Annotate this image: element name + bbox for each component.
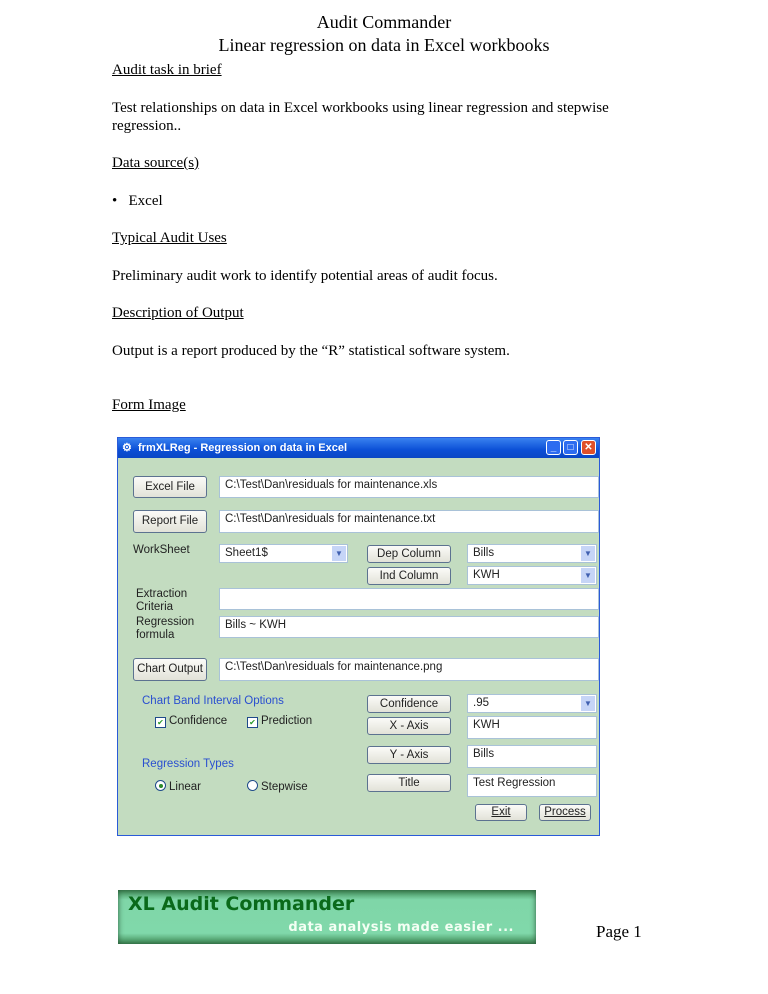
- report-file-field[interactable]: C:\Test\Dan\residuals for maintenance.txt: [219, 510, 599, 533]
- task-text-2: regression..: [112, 118, 182, 134]
- dep-column-button[interactable]: Dep Column: [367, 545, 451, 563]
- linear-radio[interactable]: Linear: [155, 780, 201, 794]
- regression-types-label: Regression Types: [142, 758, 234, 770]
- chevron-down-icon: ▼: [332, 546, 346, 561]
- maximize-button[interactable]: □: [563, 440, 578, 455]
- worksheet-label: WorkSheet: [133, 544, 190, 556]
- minimize-button[interactable]: _: [546, 440, 561, 455]
- doc-subtitle: Linear regression on data in Excel workbooks: [218, 35, 550, 55]
- xl-audit-commander-logo: [118, 890, 536, 944]
- window-titlebar: ⚙ frmXLReg - Regression on data in Excel _ □ ✕: [118, 438, 599, 458]
- heading-output: Description of Output: [112, 305, 244, 321]
- title-field[interactable]: Test Regression: [467, 774, 597, 797]
- confidence-select[interactable]: .95 ▼: [467, 694, 597, 713]
- source-item: • Excel: [112, 193, 163, 209]
- chevron-down-icon: ▼: [581, 696, 595, 711]
- heading-task: Audit task in brief: [112, 62, 222, 78]
- output-text: Output is a report produced by the “R” statistical software system.: [112, 343, 510, 359]
- y-axis-button[interactable]: Y - Axis: [367, 746, 451, 764]
- extraction-criteria-label: Extraction Criteria: [136, 588, 188, 613]
- x-axis-field[interactable]: KWH: [467, 716, 597, 739]
- logo-tagline: data analysis made easier ...: [288, 920, 514, 935]
- radio-icon: [247, 780, 258, 791]
- title-button[interactable]: Title: [367, 774, 451, 792]
- ind-column-select[interactable]: KWH ▼: [467, 566, 597, 585]
- checkbox-checked-icon: ✔: [155, 717, 166, 728]
- radio-selected-icon: [155, 780, 166, 791]
- excel-file-button[interactable]: Excel File: [133, 476, 207, 498]
- regression-formula-field[interactable]: Bills ~ KWH: [219, 616, 599, 638]
- dep-column-select[interactable]: Bills ▼: [467, 544, 597, 563]
- chevron-down-icon: ▼: [581, 546, 595, 561]
- extraction-criteria-field[interactable]: [219, 588, 599, 610]
- ind-column-button[interactable]: Ind Column: [367, 567, 451, 585]
- prediction-checkbox[interactable]: ✔ Prediction: [247, 715, 312, 728]
- process-button[interactable]: Process: [539, 804, 591, 821]
- doc-title: Audit Commander: [316, 12, 452, 32]
- task-text: Test relationships on data in Excel workbooks using linear regression and stepwise: [112, 100, 609, 116]
- chart-output-field[interactable]: C:\Test\Dan\residuals for maintenance.png: [219, 658, 599, 681]
- excel-file-field[interactable]: C:\Test\Dan\residuals for maintenance.xls: [219, 476, 599, 498]
- worksheet-select[interactable]: Sheet1$ ▼: [219, 544, 348, 563]
- x-axis-button[interactable]: X - Axis: [367, 717, 451, 735]
- chevron-down-icon: ▼: [581, 568, 595, 583]
- form-window: [117, 437, 600, 836]
- chart-output-button[interactable]: Chart Output: [133, 658, 207, 681]
- chart-band-label: Chart Band Interval Options: [142, 695, 284, 707]
- uses-text: Preliminary audit work to identify potential areas of audit focus.: [112, 268, 498, 284]
- regression-formula-label: Regression formula: [136, 616, 195, 641]
- logo-title: XL Audit Commander: [128, 893, 355, 915]
- heading-uses: Typical Audit Uses: [112, 230, 227, 246]
- heading-form: Form Image: [112, 397, 186, 413]
- page-number: Page 1: [596, 922, 642, 941]
- exit-button[interactable]: Exit: [475, 804, 527, 821]
- app-icon: ⚙: [122, 442, 132, 454]
- confidence-button[interactable]: Confidence: [367, 695, 451, 713]
- checkbox-checked-icon: ✔: [247, 717, 258, 728]
- report-file-button[interactable]: Report File: [133, 510, 207, 533]
- heading-source: Data source(s): [112, 155, 200, 171]
- stepwise-radio[interactable]: Stepwise: [247, 780, 308, 794]
- close-button[interactable]: ✕: [581, 440, 596, 455]
- confidence-checkbox[interactable]: ✔ Confidence: [155, 715, 227, 728]
- y-axis-field[interactable]: Bills: [467, 745, 597, 768]
